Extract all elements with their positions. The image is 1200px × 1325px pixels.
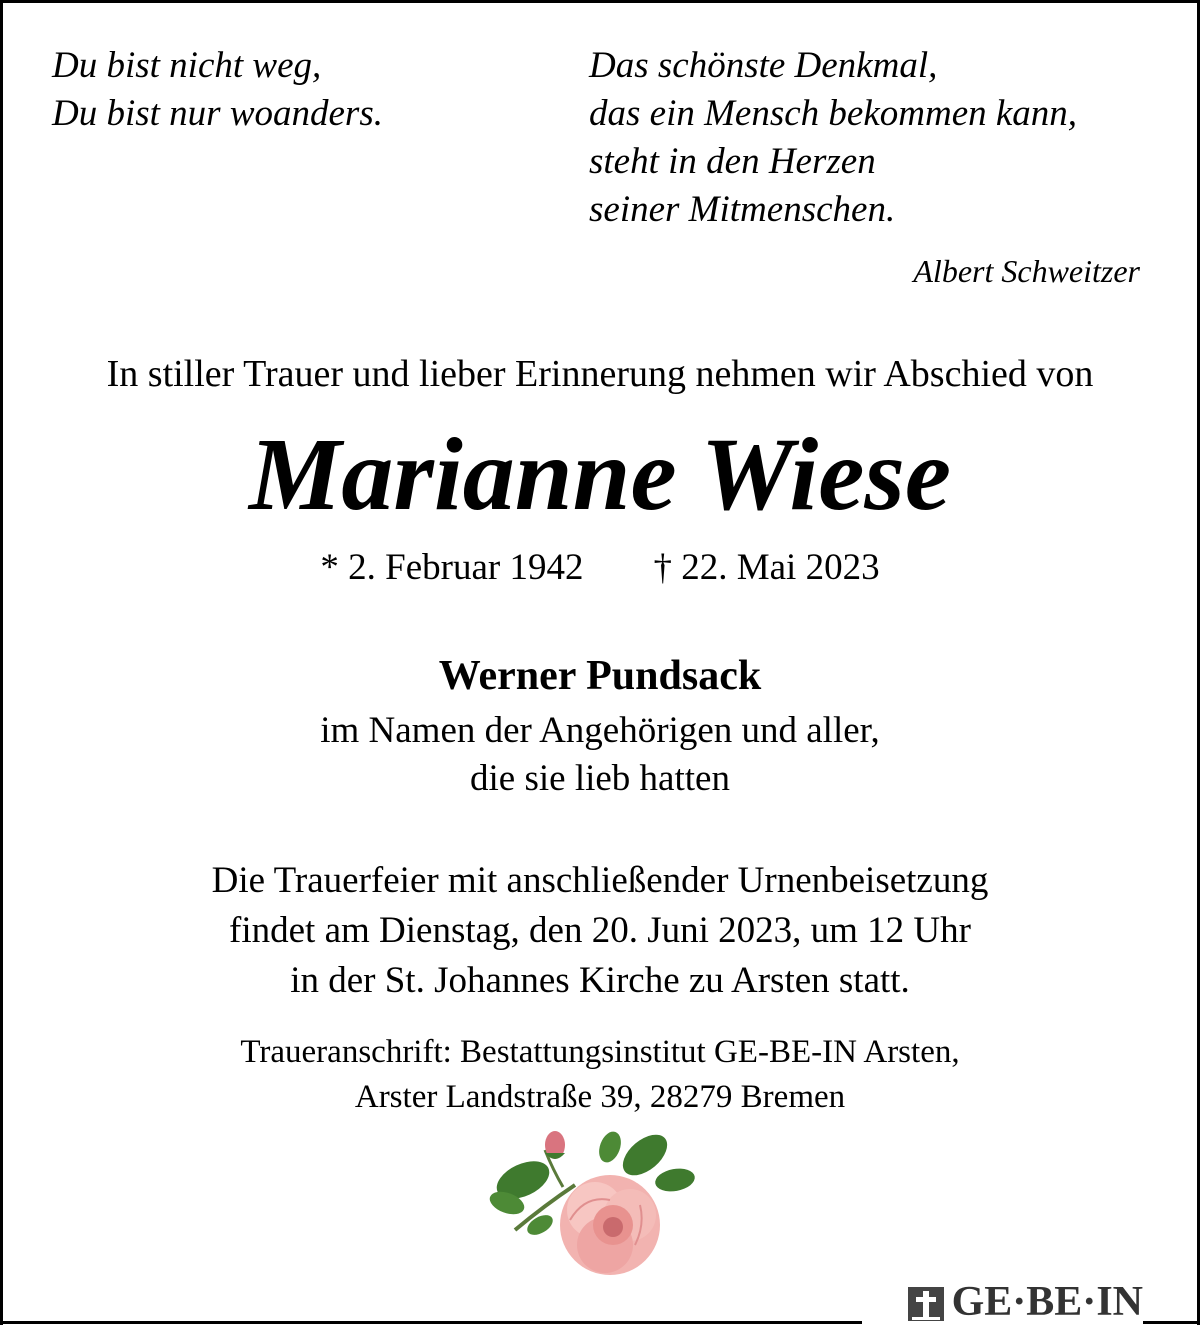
bottom-border-left	[0, 1321, 862, 1324]
deceased-name: Marianne Wiese	[248, 417, 952, 532]
quote-right-line: seiner Mitmenschen.	[589, 189, 896, 230]
funeral-home-logo-icon	[906, 1283, 946, 1323]
quote-right-line: steht in den Herzen	[589, 141, 876, 182]
signer-name: Werner Pundsack	[438, 653, 762, 699]
ceremony-line: in der St. Johannes Kirche zu Arsten statt.	[290, 960, 910, 1001]
mourners-text	[0, 707, 1200, 803]
ceremony-line: Die Trauerfeier mit anschließender Urnenbeisetzung	[211, 860, 989, 901]
funeral-home-logo	[862, 1280, 1143, 1325]
ceremony-line: findet am Dienstag, den 20. Juni 2023, um 12 Uhr	[229, 910, 971, 951]
bottom-border-right	[1143, 1321, 1200, 1324]
quote-right-line: das ein Mensch bekommen kann,	[589, 93, 1078, 134]
quote-left	[52, 42, 383, 138]
address-line: Traueranschrift: Bestattungsinstitut GE-BE-IN Arsten,	[240, 1034, 960, 1070]
mourning-address	[0, 1030, 1200, 1120]
logo-text: GE·BE·IN	[951, 1279, 1143, 1325]
mourners-line: die sie lieb hatten	[470, 758, 730, 799]
intro-text: In stiller Trauer und lieber Erinnerung nehmen wir Abschied von	[106, 353, 1094, 395]
rose-icon	[485, 1125, 705, 1285]
quote-right-line: Das schönste Denkmal,	[589, 45, 938, 86]
quote-author: Albert Schweitzer	[913, 253, 1140, 289]
death-date: † 22. Mai 2023	[653, 547, 880, 588]
birth-date: * 2. Februar 1942	[320, 547, 584, 588]
quote-right	[589, 42, 1077, 234]
mourners-line: im Namen der Angehörigen und aller,	[320, 710, 880, 751]
quote-left-line: Du bist nicht weg,	[52, 45, 322, 86]
address-line: Arster Landstraße 39, 28279 Bremen	[354, 1079, 846, 1115]
life-dates	[0, 545, 1200, 591]
ceremony-info	[0, 856, 1200, 1006]
quote-left-line: Du bist nur woanders.	[52, 93, 383, 134]
